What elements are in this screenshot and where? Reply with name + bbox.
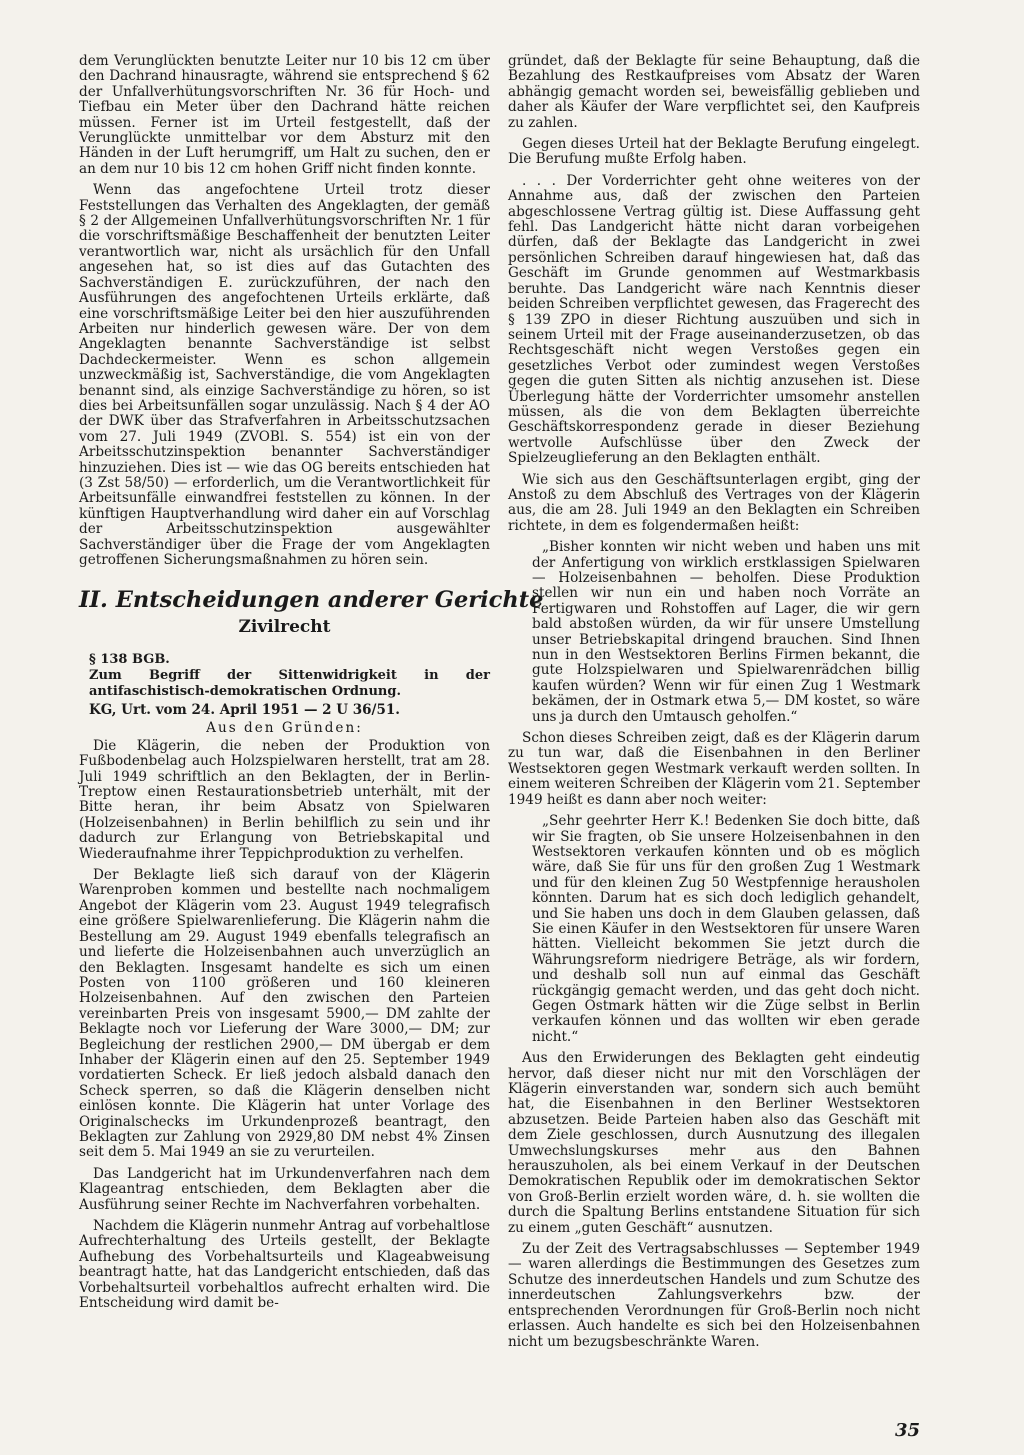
section-heading: II. Entscheidungen anderer Gerichte xyxy=(79,587,544,614)
paragraph: Gegen dieses Urteil hat der Beklagte Berufung eingelegt. Die Berufung mußte Erfolg haben. xyxy=(508,136,920,168)
paragraph: Nachdem die Klägerin nunmehr Antrag auf vorbehaltlose Aufrechterhaltung des Urteils gestellt, der Beklagte Aufhebung des Vorbehaltsurteils und Klageabweisung beantragt hatte, hat das Landgericht entschieden, daß das Vorbehaltsurteil vorbehaltlos aufrecht erhalten wird. Die Entscheidung wird damit be- xyxy=(79,1218,490,1312)
paragraph: . . . Der Vorderrichter geht ohne weiteres von der Annahme aus, daß der zwischen den Parteien abgeschlossene Vertrag gültig ist. Diese Auffassung geht fehl. Das Landgericht hätte nicht daran vorbeigehen dürfen, daß der Beklagte das Landgericht in zwei persönlichen Schreiben darauf hingewiesen hat, daß das Geschäft im Grunde genommen auf Westmarkbasis beruhte. Das Landgericht wäre nach Kenntnis dieser beiden Schreiben verpflichtet gewesen, das Fragerecht des § 139 ZPO in dieser Richtung auszuüben und sich in seinem Urteil mit der Frage auseinanderzusetzen, ob das Rechtsgeschäft nicht wegen Verstoßes gegen ein gesetzliches Verbot oder zumindest wegen Verstoßes gegen die guten Sitten als nichtig anzusehen ist. Diese Überlegung hätte der Vorderrichter umsomehr anstellen müssen, als die von dem Beklagten überreichte Geschäftskorrespondenz gerade in dieser Beziehung wertvolle Aufschlüsse über den Zweck der Spielzeuglieferung an den Beklagten enthält. xyxy=(508,172,920,467)
left-column xyxy=(79,53,544,1317)
grounds-label: Aus den Gründen: xyxy=(206,720,363,737)
paragraph: Aus den Erwiderungen des Beklagten geht eindeutig hervor, daß dieser nicht nur mit den Vorschlägen der Klägerin einverstanden war, sondern sich auch bemüht hat, die Eisenbahnen in den Berliner Westsektoren abzusetzen. Beide Parteien haben also das Geschäft mit dem Ziele geschlossen, durch Ausnutzung des illegalen Umwechslungskurses mehr aus den Bahnen herauszuholen, als bei einem Verkauf in der Deutschen Demokratischen Republik oder im demokratischen Sektor von Groß-Berlin erzielt worden wäre, d. h. sie wollten die durch die Spaltung Berlins entstandene Situation für sich zu einem „guten Geschäft“ ausnutzen. xyxy=(508,1050,920,1236)
statute-reference: § 138 BGB. xyxy=(89,652,170,668)
paragraph: Die Klägerin, die neben der Produktion von Fußbodenbelag auch Holzspielwaren herstellt, trat am 28. Juli 1949 schriftlich an den Beklagten, der in Berlin-Treptow einen Restaurationsbetrieb unterhält, mit der Bitte heran, ihr beim Absatz von Spielwaren (Holzeisenbahnen) in Berlin behilflich zu sein und ihr dadurch zur Erlangung von Betriebskapital und Wiederaufnahme ihrer Teppichproduktion zu verhelfen. xyxy=(79,737,490,862)
paragraph: Wenn das angefochtene Urteil trotz dieser Feststellungen das Verhalten des Angeklagten, der gemäß § 2 der Allgemeinen Unfallverhütungsvorschriften Nr. 1 für die vorschriftsmäßige Beschaffenheit der benutzten Leiter verantwortlich war, nicht als ursächlich für den Unfall angesehen hat, so ist dies auf das Gutachten des Sachverständigen E. zurückzuführen, der nach den Ausführungen des angefochtenen Urteils erklärte, daß eine vorschriftsmäßige Leiter bei den hier auszuführenden Arbeiten nur hinderlich gewesen wäre. Der von dem Angeklagten benannte Sachverständige ist selbst Dachdeckermeister. Wenn es schon allgemein unzweckmäßig ist, Sachverständige, die vom Angeklagten benannt sind, als einzige Sachverständige zu hören, so ist dies bei Arbeitsunfällen sogar unzulässig. Nach § 4 der AO der DWK über das Strafverfahren in Arbeitsschutzsachen vom 27. Juli 1949 (ZVOBl. S. 554) ist ein von der Arbeitsschutzinspektion benannter Sachverständiger hinzuziehen. Dies ist — wie das OG bereits entschieden hat (3 Zst 58/50) — erforderlich, um die Verantwortlichkeit für Arbeitsunfälle einwandfrei feststellen zu können. In der künftigen Hauptverhandlung wird daher ein auf Vorschlag der Arbeitsschutzinspektion ausgewählter Sachverständiger über die Frage der vom Angeklagten getroffenen Sicherungsmaßnahmen zu hören sein. xyxy=(79,182,490,568)
paragraph: gründet, daß der Beklagte für seine Behauptung, daß die Bezahlung des Restkaufpreises vom Absatz der Waren abhängig gemacht worden sei, beweisfällig geblieben und daher als Käufer der Ware verpflichtet sei, den Kaufpreis zu zahlen. xyxy=(508,53,920,131)
block-quote: „Sehr geehrter Herr K.! Bedenken Sie doch bitte, daß wir Sie fragten, ob Sie unsere Holzeisenbahnen in den Westsektoren verkaufen könnten und ob es möglich wäre, daß Sie für uns für den großen Zug 1 Westmark und für den kleinen Zug 50 Westpfennige herausholen könnten. Darum hat es sich doch lediglich gehandelt, und Sie haben uns doch in dem Glauben gelassen, daß Sie einen Käufer in den Westsektoren für unsere Waren hätten. Vielleicht bekommen Sie jetzt durch die Währungsreform niedrigere Beträge, als wir fordern, und deshalb soll nun auf einmal das Geschäft rückgängig gemacht werden, und das geht doch nicht. Gegen Ostmark hätten wir die Züge selbst in Berlin verkaufen können und das wollten wir eben gerade nicht.“ xyxy=(532,813,920,1045)
right-column xyxy=(508,54,920,1356)
headnote: Zum Begriff der Sittenwidrigkeit in der antifaschistisch-demokratischen Ordnung. xyxy=(89,668,490,700)
paragraph: dem Verunglückten benutzte Leiter nur 10 bis 12 cm über den Dachrand hinausragte, während sie entsprechend § 62 der Unfallverhütungsvorschriften Nr. 36 für Hoch- und Tiefbau ein Meter über den Dachrand hätte reichen müssen. Ferner ist im Urteil festgestellt, daß der Verunglückte unmittelbar vor dem Absturz mit den Händen in der Luft herumgriff, um Halt zu suchen, den er an dem nur 10 bis 12 cm hohen Griff nicht finden konnte. xyxy=(79,53,490,177)
page-number: 35 xyxy=(895,1420,921,1441)
paragraph: Der Beklagte ließ sich darauf von der Klägerin Warenproben kommen und bestellte nach nochmaligem Angebot der Klägerin vom 23. August 1949 telegrafisch eine größere Spielwarenlieferung. Die Klägerin nahm die Bestellung am 29. August 1949 ebenfalls telegrafisch an und lieferte die Holzeisenbahnen auch unverzüglich an den Beklagten. Insgesamt handelte es sich um einen Posten von 1100 größeren und 160 kleineren Holzeisenbahnen. Auf den zwischen den Parteien vereinbarten Preis von insgesamt 5900,— DM zahlte der Beklagte noch vor Lieferung der Ware 3000,— DM; zur Begleichung der restlichen 2900,— DM übergab er dem Inhaber der Klägerin einen auf den 25. September 1949 vordatierten Scheck. Er ließ jedoch alsbald danach den Scheck sperren, so daß die Klägerin denselben nicht einlösen konnte. Die Klägerin hat unter Vorlage des Originalschecks im Urkundenprozeß beantragt, den Beklagten zur Zahlung von 2929,80 DM nebst 4% Zinsen seit dem 5. Mai 1949 an sie zu verurteilen. xyxy=(79,867,490,1161)
case-citation: KG, Urt. vom 24. April 1951 — 2 U 36/51. xyxy=(89,702,400,719)
paragraph: Das Landgericht hat im Urkundenverfahren nach dem Klageantrag entschieden, dem Beklagten aber die Ausführung seiner Rechte im Nachverfahren vorbehalten. xyxy=(79,1165,490,1213)
paragraph: Wie sich aus den Geschäftsunterlagen ergibt, ging der Anstoß zu dem Abschluß des Vertrages von der Klägerin aus, die am 28. Juli 1949 an den Beklagten ein Schreiben richtete, in dem es folgendermaßen heißt: xyxy=(508,471,920,534)
block-quote: „Bisher konnten wir nicht weben und haben uns mit der Anfertigung von wirklich erstklassigen Spielwaren — Holzeisenbahnen — beholfen. Diese Produktion stellen wir nun ein und haben noch Vorräte an Fertigwaren und Rohstoffen auf Lager, die wir gern bald abstoßen würden, da wir für unsere Umstellung unser Betriebskapital dringend brauchen. Sind Ihnen nun in den Westsektoren Berlins Firmen bekannt, die gute Holzspielwaren und Spielwarenrädchen billig kaufen würden? Wenn wir für einen Zug 1 Westmark bekämen, der in Ostmark etwa 5,— DM kostet, so wäre uns ja durch den Umtausch geholfen.“ xyxy=(532,539,920,725)
paragraph: Schon dieses Schreiben zeigt, daß es der Klägerin darum zu tun war, daß die Eisenbahnen in den Berliner Westsektoren gegen Westmark verkauft werden sollten. In einem weiteren Schreiben der Klägerin vom 21. September 1949 heißt es dann aber noch weiter: xyxy=(508,730,920,808)
subheading: Zivilrecht xyxy=(238,617,331,638)
paragraph: Zu der Zeit des Vertragsabschlusses — September 1949 — waren allerdings die Bestimmungen des Gesetzes zum Schutze des innerdeutschen Handels und zum Schutze des innerdeutschen Zahlungsverkehrs bzw. der entsprechenden Verordnungen für Groß-Berlin noch nicht erlassen. Auch handelte es sich bei den Holzeisenbahnen nicht um bezugsbeschränkte Waren. xyxy=(508,1241,920,1350)
